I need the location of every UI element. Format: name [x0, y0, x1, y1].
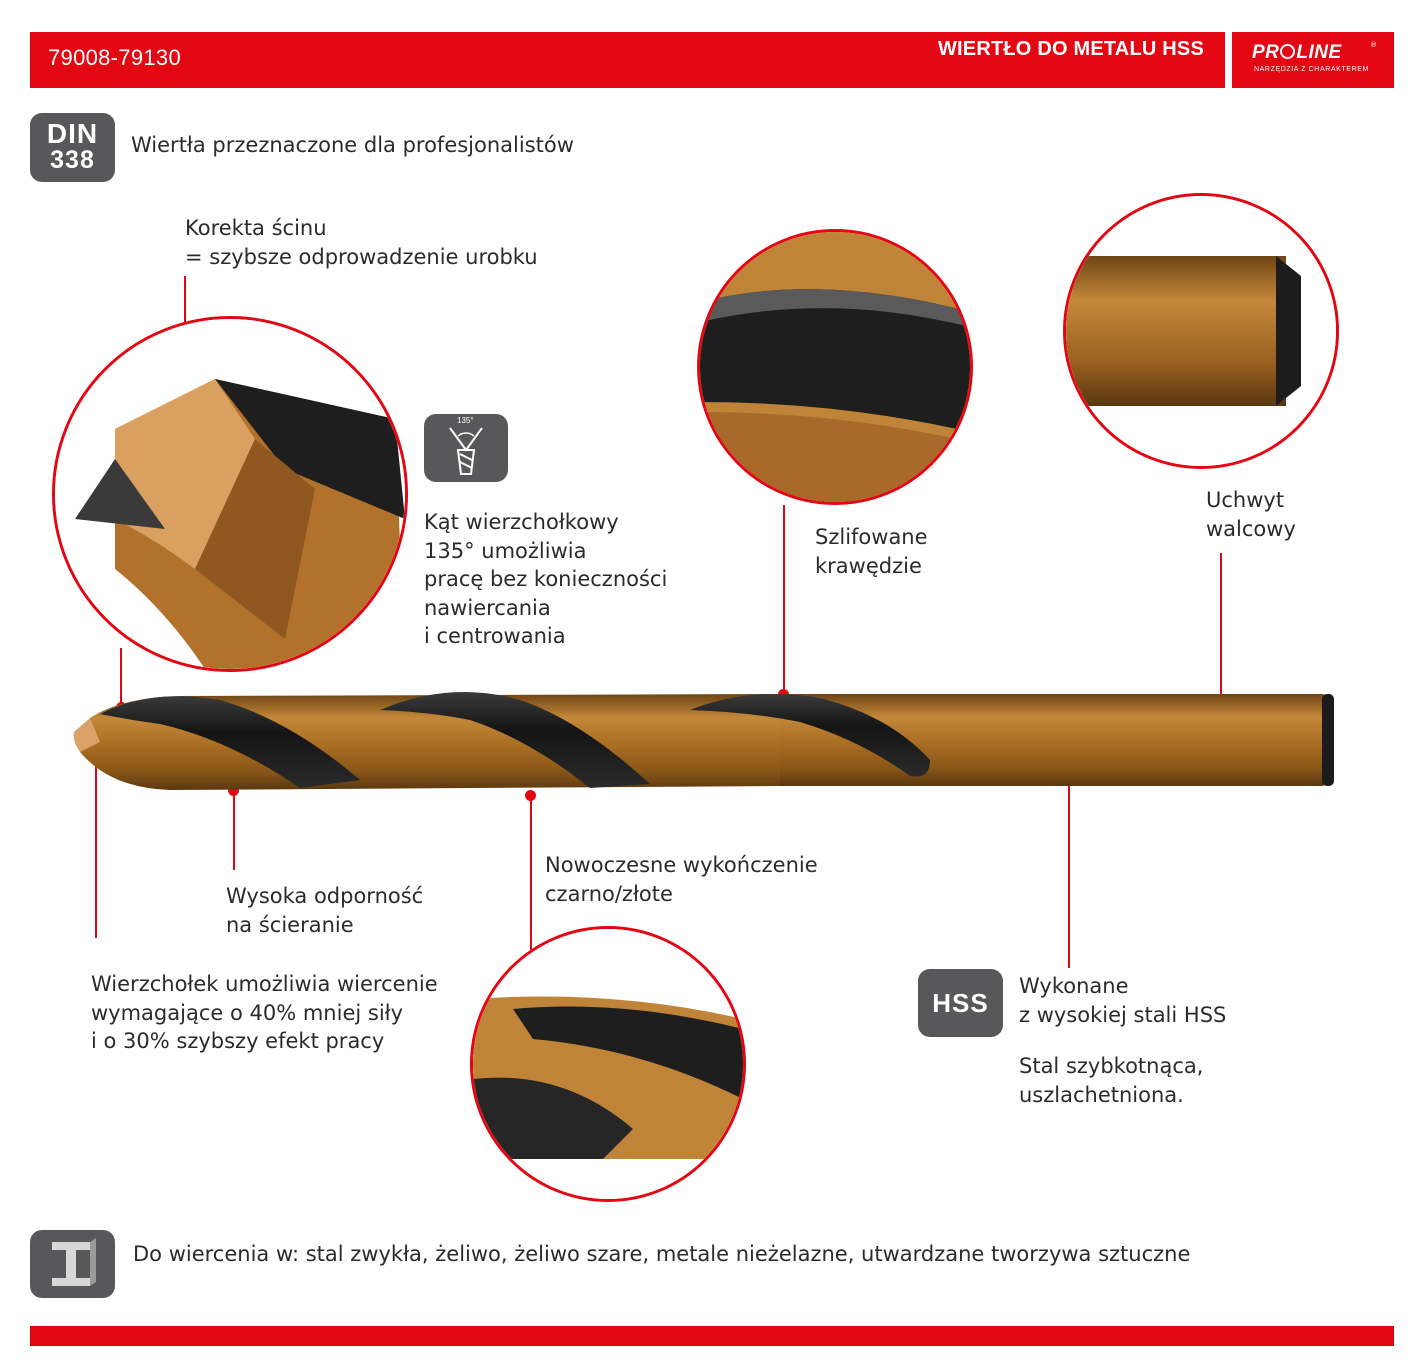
cylindrical-shank-label: Uchwyt walcowy [1206, 488, 1296, 541]
ground-edges-closeup-image [700, 232, 970, 502]
brand-tagline: NARZĘDZIA Z CHARAKTEREM [1254, 66, 1369, 73]
finish-closeup-image [473, 929, 743, 1199]
point-angle-badge [424, 414, 508, 482]
brand-name-start: PR [1252, 42, 1280, 63]
angle-value: 135° [457, 416, 474, 425]
steel-beam-badge [30, 1230, 115, 1298]
chisel-correction-label: Korekta ścinu = szybsze odprowadzenie urobku [185, 216, 538, 269]
zoom-chisel-edge [52, 316, 408, 672]
shank-closeup-image [1066, 196, 1336, 466]
brand-logo [1252, 42, 1342, 64]
hss-badge: HSS [918, 969, 1003, 1037]
product-title: WIERTŁO DO METALU HSS [937, 38, 1204, 60]
finish-label: Nowoczesne wykończenie czarno/złote [545, 853, 818, 906]
material-label: Wykonane z wysokiej stali HSS [1019, 974, 1227, 1027]
ground-edges-label: Szlifowane krawędzie [815, 525, 928, 578]
standard-description: Wiertła przeznaczone dla profesjonalistów [131, 133, 574, 157]
i-beam-icon [30, 1230, 115, 1298]
zoom-cylindrical-shank [1063, 193, 1339, 469]
registered-mark: ® [1370, 41, 1377, 49]
point-angle-label: Kąt wierzchołkowy 135° umożliwia pracę bez konieczności nawiercania i centrowania [424, 510, 668, 648]
zoom-black-gold-finish [470, 926, 746, 1202]
tip-performance-label: Wierzchołek umożliwia wiercenie wymagające o 40% mniej siły i o 30% szybszy efekt pracy [91, 972, 438, 1053]
callout-line-edges [783, 505, 785, 695]
din-338-badge [30, 113, 115, 182]
material-description: Stal szybkotnąca, uszlachetniona. [1019, 1054, 1204, 1107]
footer-bar [30, 1326, 1394, 1346]
logo-ring-icon [1280, 44, 1295, 59]
application-materials: Do wiercenia w: stal zwykła, żeliwo, żeliwo szare, metale nieżelazne, utwardzane tworzywa sztuczne [133, 1242, 1191, 1266]
din-badge-top: DIN [46, 118, 99, 149]
brand-name-end: LINE [1296, 42, 1342, 63]
zoom-ground-edges [697, 229, 973, 505]
product-code: 79008-79130 [48, 45, 181, 70]
wear-resistance-label: Wysoka odporność na ścieranie [226, 884, 424, 937]
chisel-closeup-image [55, 319, 405, 669]
callout-line-finish [530, 796, 532, 956]
drill-bit-image [60, 680, 1350, 810]
din-badge-bottom: 338 [50, 146, 95, 174]
